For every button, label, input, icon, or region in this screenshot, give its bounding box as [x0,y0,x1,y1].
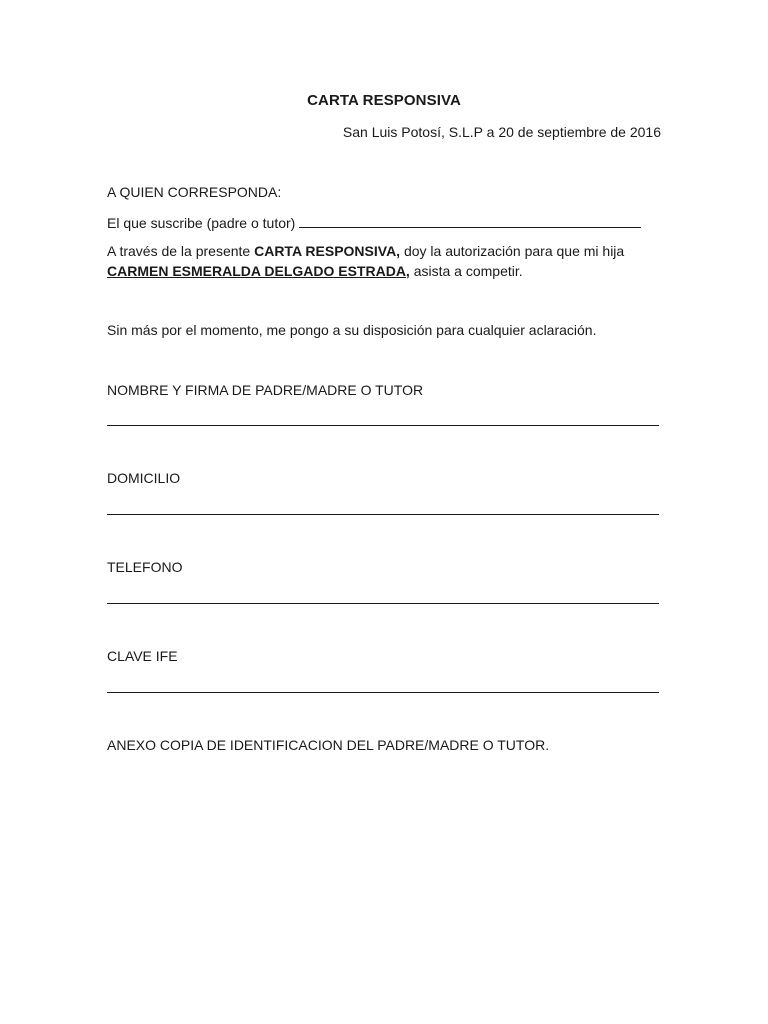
field-line-clave-ife [107,692,659,693]
signer-blank [299,214,641,228]
field-label-telefono: TELEFONO [107,559,183,575]
authorization-text-2: doy la autorización para que mi hija [400,243,625,259]
field-label-clave-ife: CLAVE IFE [107,648,178,664]
closing-text: Sin más por el momento, me pongo a su disposición para cualquier aclaración. [107,322,597,338]
authorization-bold-title: CARTA RESPONSIVA, [254,243,401,259]
date-line: San Luis Potosí, S.L.P a 20 de septiembre de 2016 [342,124,661,140]
annex-note: ANEXO COPIA DE IDENTIFICACION DEL PADRE/MADRE O TUTOR. [107,737,550,753]
child-name: CARMEN ESMERALDA DELGADO ESTRADA, [107,262,410,279]
field-label-nombre-firma: NOMBRE Y FIRMA DE PADRE/MADRE O TUTOR [107,382,424,398]
field-line-telefono [107,603,659,604]
authorization-text-3: asista a competir. [409,262,523,279]
salutation: A QUIEN CORRESPONDA: [107,184,282,200]
signer-label: El que suscribe (padre o tutor) [107,215,296,231]
authorization-paragraph [107,242,667,281]
field-line-nombre-firma [107,425,659,426]
signer-line [107,214,641,231]
field-label-domicilio: DOMICILIO [107,470,181,486]
authorization-text-1: A través de la presente [107,243,255,259]
field-line-domicilio [107,514,659,515]
document-title: CARTA RESPONSIVA [307,92,461,109]
